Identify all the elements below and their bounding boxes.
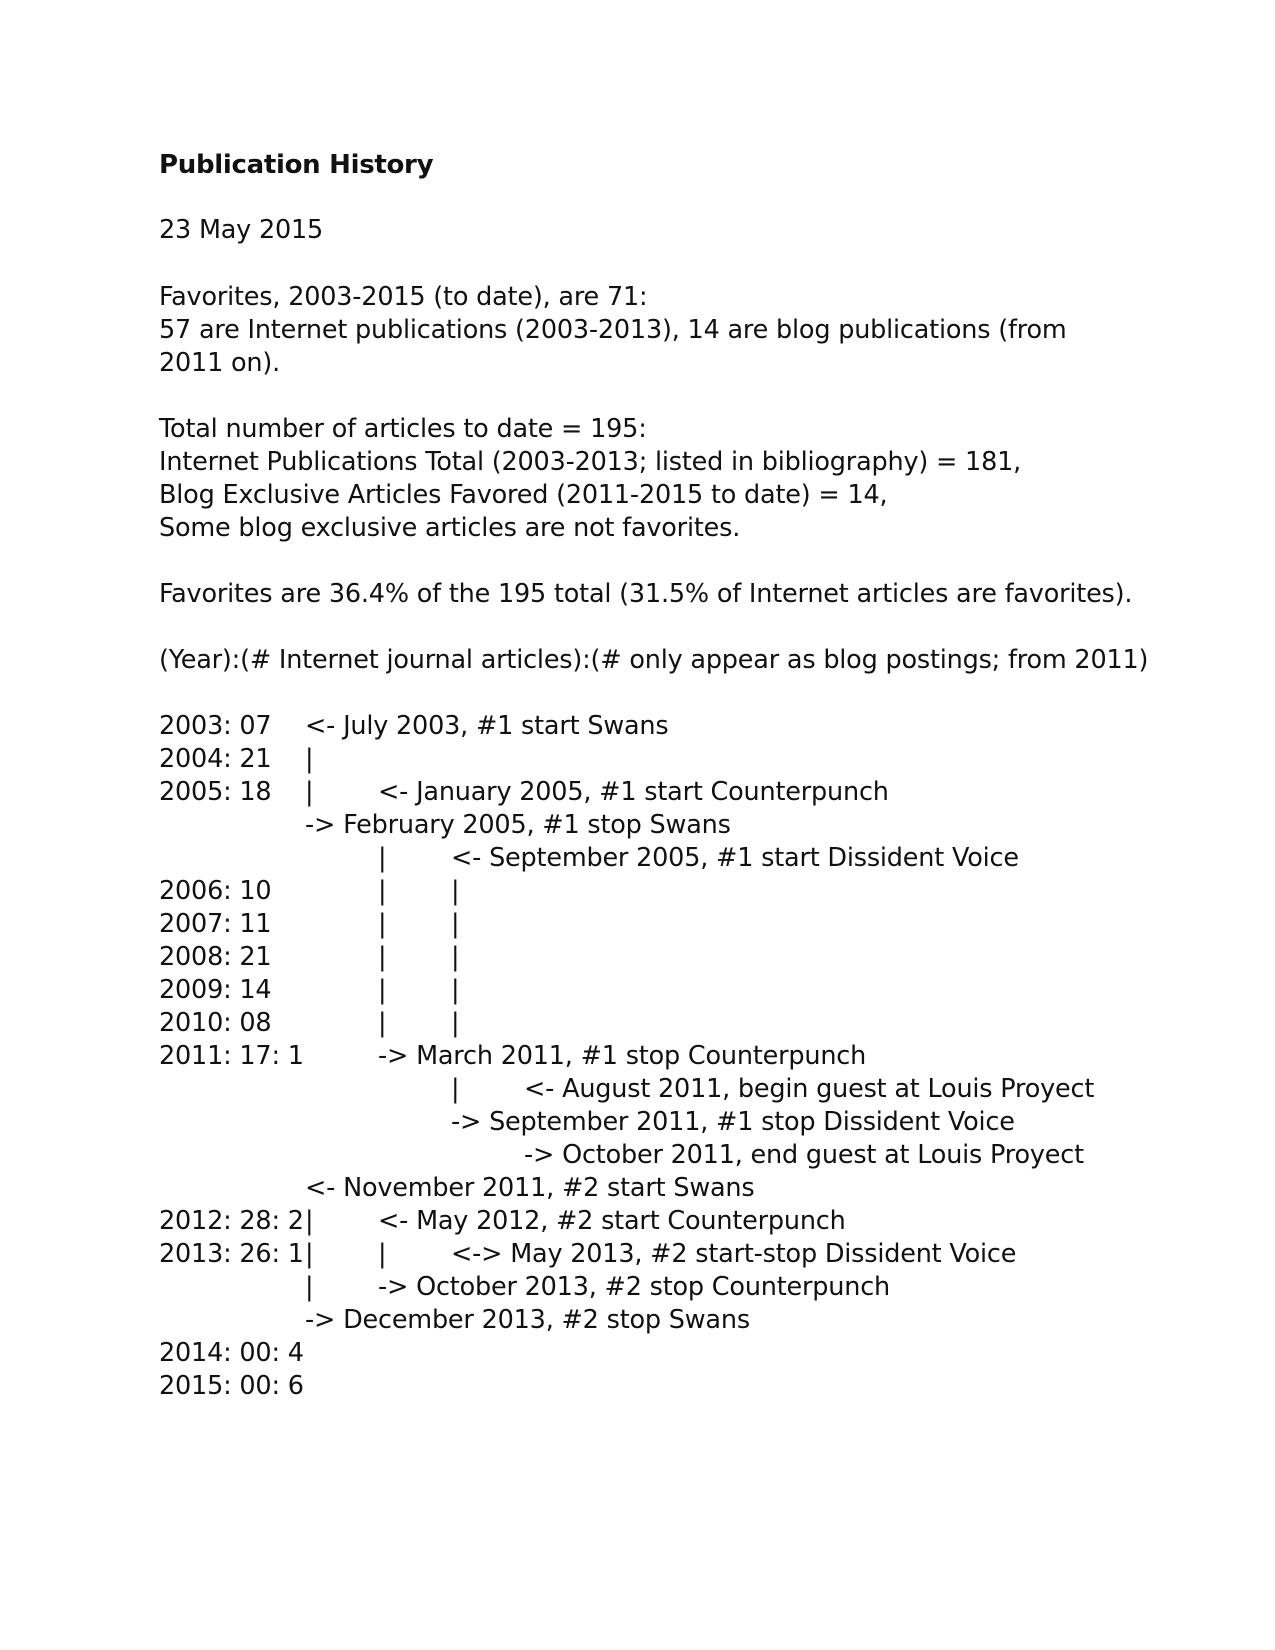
timeline-bar: | bbox=[451, 909, 460, 939]
year-2004: 2004: 21 bbox=[159, 744, 272, 774]
timeline-bar: | bbox=[378, 1239, 387, 1269]
year-2011: 2011: 17: 1 bbox=[159, 1041, 304, 1071]
favorites-line-2: 57 are Internet publications (2003-2013), 14 are blog publications (from bbox=[159, 315, 1067, 345]
year-2006: 2006: 10 bbox=[159, 876, 272, 906]
timeline-bar: | bbox=[451, 1074, 460, 1104]
timeline-bar: | bbox=[451, 942, 460, 972]
year-2010: 2010: 08 bbox=[159, 1008, 272, 1038]
favorites-line-1: Favorites, 2003-2015 (to date), are 71: bbox=[159, 282, 648, 312]
timeline-bar: | bbox=[378, 942, 387, 972]
year-2015: 2015: 00: 6 bbox=[159, 1371, 304, 1401]
timeline-bar: | bbox=[378, 909, 387, 939]
timeline-bar: | bbox=[378, 843, 387, 873]
event-november-2011: <- November 2011, #2 start Swans bbox=[305, 1173, 755, 1203]
legend-line: (Year):(# Internet journal articles):(# only appear as blog postings; from 2011) bbox=[159, 645, 1149, 675]
timeline-bar: | bbox=[451, 876, 460, 906]
year-2003: 2003: 07 bbox=[159, 711, 272, 741]
total-line-2: Internet Publications Total (2003-2013; listed in bibliography) = 181, bbox=[159, 447, 1022, 477]
timeline-bar: | bbox=[305, 1206, 314, 1236]
event-august-2011: <- August 2011, begin guest at Louis Proyect bbox=[524, 1074, 1095, 1104]
timeline-bar: | bbox=[378, 975, 387, 1005]
event-october-2011: -> October 2011, end guest at Louis Proyect bbox=[524, 1140, 1084, 1170]
year-2007: 2007: 11 bbox=[159, 909, 272, 939]
document-date: 23 May 2015 bbox=[159, 215, 324, 245]
event-december-2013: -> December 2013, #2 stop Swans bbox=[305, 1305, 750, 1335]
event-may-2013: <-> May 2013, #2 start-stop Dissident Voice bbox=[451, 1239, 1017, 1269]
percent-line: Favorites are 36.4% of the 195 total (31.5% of Internet articles are favorites). bbox=[159, 579, 1133, 609]
event-september-2011: -> September 2011, #1 stop Dissident Voice bbox=[451, 1107, 1015, 1137]
event-february-2005: -> February 2005, #1 stop Swans bbox=[305, 810, 731, 840]
year-2014: 2014: 00: 4 bbox=[159, 1338, 304, 1368]
year-2012: 2012: 28: 2 bbox=[159, 1206, 304, 1236]
timeline-bar: | bbox=[305, 777, 314, 807]
timeline-bar: | bbox=[378, 876, 387, 906]
total-line-3: Blog Exclusive Articles Favored (2011-2015 to date) = 14, bbox=[159, 480, 888, 510]
favorites-line-3: 2011 on). bbox=[159, 348, 281, 378]
total-line-1: Total number of articles to date = 195: bbox=[159, 414, 647, 444]
page-title: Publication History bbox=[159, 150, 434, 180]
event-july-2003: <- July 2003, #1 start Swans bbox=[305, 711, 669, 741]
event-march-2011: -> March 2011, #1 stop Counterpunch bbox=[378, 1041, 867, 1071]
event-may-2012: <- May 2012, #2 start Counterpunch bbox=[378, 1206, 846, 1236]
timeline-bar: | bbox=[305, 1239, 314, 1269]
timeline-bar: | bbox=[451, 975, 460, 1005]
year-2008: 2008: 21 bbox=[159, 942, 272, 972]
timeline-bar: | bbox=[305, 744, 314, 774]
timeline-bar: | bbox=[378, 1008, 387, 1038]
timeline-bar: | bbox=[305, 1272, 314, 1302]
year-2009: 2009: 14 bbox=[159, 975, 272, 1005]
event-january-2005: <- January 2005, #1 start Counterpunch bbox=[378, 777, 889, 807]
total-line-4: Some blog exclusive articles are not favorites. bbox=[159, 513, 741, 543]
event-october-2013: -> October 2013, #2 stop Counterpunch bbox=[378, 1272, 891, 1302]
year-2013: 2013: 26: 1 bbox=[159, 1239, 304, 1269]
year-2005: 2005: 18 bbox=[159, 777, 272, 807]
timeline-bar: | bbox=[451, 1008, 460, 1038]
event-september-2005: <- September 2005, #1 start Dissident Voice bbox=[451, 843, 1019, 873]
